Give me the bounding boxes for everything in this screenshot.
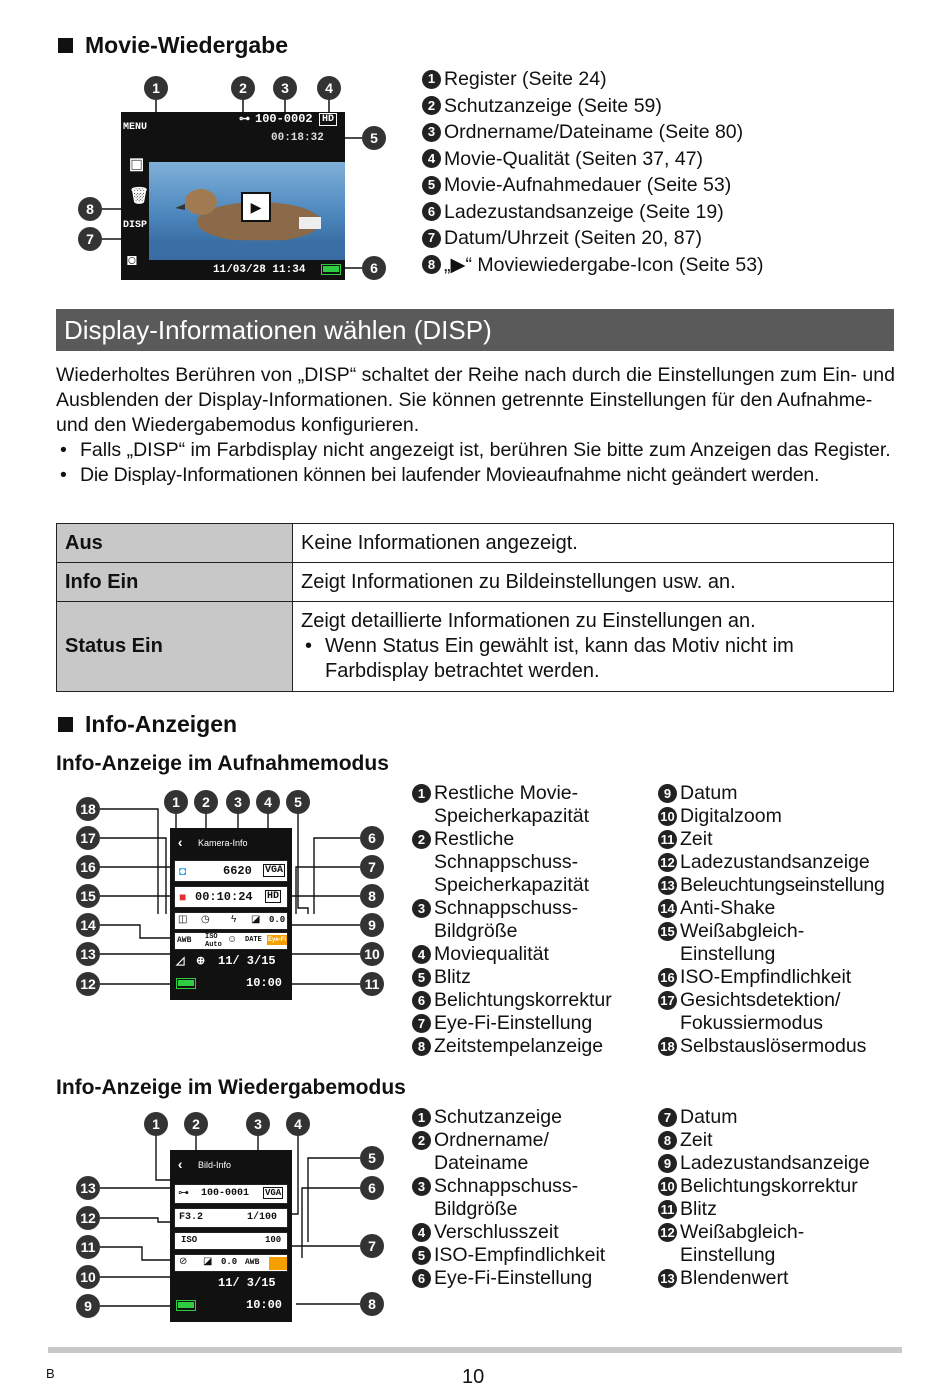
legend-item bbox=[412, 966, 652, 989]
callout-1: 1 bbox=[144, 1112, 168, 1136]
legend-number: 4 bbox=[422, 149, 441, 168]
self-timer-icon: ◷ bbox=[201, 914, 210, 925]
callout-14: 14 bbox=[76, 913, 100, 937]
info-heading-text: Info-Anzeigen bbox=[85, 711, 238, 737]
zoom-icon: ⊕ bbox=[196, 956, 206, 968]
key-icon: ⊶ bbox=[178, 1187, 189, 1199]
legend-text: Movie-Aufnahmedauer (Seite 53) bbox=[444, 174, 732, 196]
legend-text: Schnappschuss- Bildgröße bbox=[434, 1175, 579, 1220]
callout-4: 4 bbox=[256, 790, 280, 814]
legend-number: 1 bbox=[422, 70, 441, 89]
movie-camera-icon: ■ bbox=[179, 890, 187, 904]
legend-text: Blendenwert bbox=[680, 1267, 789, 1289]
legend-text: Schutzanzeige (Seite 59) bbox=[444, 94, 662, 117]
table-key: Aus bbox=[57, 524, 293, 563]
folder-file-name: 100-0001 bbox=[201, 1188, 250, 1199]
aperture-value: F3.2 bbox=[179, 1212, 204, 1223]
legend-item bbox=[658, 851, 898, 874]
legend-number: 6 bbox=[422, 202, 441, 221]
legend-number: 10 bbox=[658, 1177, 677, 1196]
table-value-cell bbox=[293, 602, 894, 692]
callout-11: 11 bbox=[360, 972, 384, 996]
legend-text: Datum/Uhrzeit (Seiten 20, 87) bbox=[444, 227, 702, 249]
legend-text: Ordnername/Dateiname (Seite 80) bbox=[444, 121, 744, 143]
eyefi-badge: Eye-Fi bbox=[268, 937, 287, 943]
anti-shake-icon: ◫ bbox=[178, 914, 188, 925]
callout-5: 5 bbox=[362, 126, 386, 150]
legend-item bbox=[412, 1175, 652, 1221]
legend-number: 7 bbox=[412, 1014, 431, 1033]
settings-row bbox=[174, 1254, 288, 1272]
record-legend-col2 bbox=[658, 782, 898, 1058]
movie-play-icon[interactable]: ▶ bbox=[241, 192, 271, 222]
legend-text: Verschlusszeit bbox=[434, 1221, 559, 1243]
legend-text: Schutzanzeige bbox=[434, 1106, 562, 1128]
record-screen-figure bbox=[76, 788, 396, 1003]
callout-6: 6 bbox=[360, 826, 384, 850]
iso-setting: ISO Auto bbox=[205, 933, 222, 949]
legend-item bbox=[412, 897, 652, 943]
callout-9: 9 bbox=[360, 913, 384, 937]
legend-number: 8 bbox=[412, 1037, 431, 1056]
table-row bbox=[57, 563, 894, 602]
legend-item bbox=[658, 1198, 898, 1221]
legend-text: Weißabgleich- Einstellung bbox=[680, 920, 805, 965]
legend-text: Ladezustandsanzeige bbox=[680, 851, 870, 873]
slideshow-icon[interactable]: ▣ bbox=[129, 156, 145, 174]
table-key: Status Ein bbox=[57, 602, 293, 692]
table-row bbox=[57, 524, 894, 563]
legend-text: Ladezustandsanzeige bbox=[680, 1152, 870, 1174]
legend-text: Anti-Shake bbox=[680, 897, 776, 919]
legend-item bbox=[658, 1221, 898, 1267]
legend-number: 13 bbox=[658, 876, 677, 895]
key-icon: ⊶ bbox=[239, 114, 250, 126]
playback-subheading: Info-Anzeige im Wiedergabemodus bbox=[56, 1076, 406, 1099]
legend-number: 13 bbox=[658, 1269, 677, 1288]
iso-value: 100 bbox=[265, 1235, 282, 1245]
legend-number: 7 bbox=[658, 1108, 677, 1127]
disp-tab[interactable]: DISP bbox=[122, 220, 147, 231]
legend-item bbox=[422, 172, 764, 199]
back-arrow-icon[interactable]: ‹ bbox=[176, 1158, 185, 1174]
legend-item bbox=[412, 1221, 652, 1244]
callout-12: 12 bbox=[76, 1206, 100, 1230]
legend-item bbox=[422, 225, 764, 252]
legend-item bbox=[658, 828, 898, 851]
legend-text: „▶“ Moviewiedergabe-Icon (Seite 53) bbox=[444, 253, 764, 276]
legend-item bbox=[658, 966, 898, 989]
legend-text: Ordnername/ Dateiname bbox=[434, 1129, 549, 1174]
legend-text: Blitz bbox=[434, 966, 471, 988]
legend-number: 9 bbox=[658, 784, 677, 803]
callout-10: 10 bbox=[360, 942, 384, 966]
eyefi-badge bbox=[269, 1257, 287, 1270]
ev-icon: ◪ bbox=[203, 1256, 213, 1267]
legend-item bbox=[658, 805, 898, 828]
footer-left-mark: B bbox=[46, 1366, 55, 1381]
bullet-dot: • bbox=[305, 635, 313, 657]
time: 10:00 bbox=[246, 1298, 283, 1312]
callout-1: 1 bbox=[164, 790, 188, 814]
bullet-dot: • bbox=[60, 464, 67, 486]
callout-6: 6 bbox=[362, 256, 386, 280]
legend-number: 15 bbox=[658, 922, 677, 941]
legend-text: Restliche Movie- Speicherkapazität bbox=[434, 782, 590, 827]
legend-number: 8 bbox=[658, 1131, 677, 1150]
legend-item bbox=[658, 782, 898, 805]
flash-off-icon: ⊘ bbox=[179, 1256, 188, 1267]
legend-item bbox=[422, 119, 764, 146]
legend-number: 16 bbox=[658, 968, 677, 987]
movie-row bbox=[174, 886, 288, 908]
legend-text: ISO-Empfindlichkeit bbox=[434, 1244, 606, 1266]
callout-8: 8 bbox=[78, 197, 102, 221]
section-banner bbox=[56, 309, 894, 351]
camera-icon: ◘ bbox=[179, 864, 187, 878]
legend-number: 12 bbox=[658, 1223, 677, 1242]
footer-rule bbox=[48, 1347, 902, 1353]
back-arrow-icon[interactable]: ‹ bbox=[176, 836, 185, 852]
battery-icon bbox=[176, 978, 196, 989]
trash-icon[interactable]: 🗑 bbox=[129, 188, 150, 206]
intro-paragraph: Wiederholtes Berühren von „DISP“ schaltet der Reihe nach durch die Einstellungen zum Ein- und Ausblenden der Display-Informationen. Sie können getrennte Einstellungen für den Aufnahme- und den Wiedergabemodus konfigurieren. bbox=[56, 364, 895, 436]
battery-icon bbox=[321, 264, 341, 275]
legend-number: 5 bbox=[412, 968, 431, 987]
callout-7: 7 bbox=[360, 855, 384, 879]
callout-8: 8 bbox=[360, 884, 384, 908]
square-bullet-icon bbox=[58, 717, 73, 732]
callout-3: 3 bbox=[246, 1112, 270, 1136]
table-value: Keine Informationen angezeigt. bbox=[293, 524, 894, 563]
folder-file-name: 100-0002 bbox=[255, 112, 313, 126]
legend-number: 9 bbox=[658, 1154, 677, 1173]
note-text: Wenn Status Ein gewählt ist, kann das Motiv nicht im Farbdisplay betrachtet werden. bbox=[325, 635, 794, 682]
lighting-icon: ◿ bbox=[176, 956, 185, 968]
shots-row bbox=[174, 860, 288, 882]
movie-legend bbox=[422, 66, 764, 278]
ev-value: 0.0 bbox=[269, 915, 286, 925]
face-detect-icon: ☺ bbox=[227, 934, 238, 945]
legend-number: 5 bbox=[412, 1246, 431, 1265]
date-stamp: DATE bbox=[245, 936, 262, 944]
legend-number: 11 bbox=[658, 830, 677, 849]
date: 11/ 3/15 bbox=[218, 954, 276, 968]
shutter-speed: 1/100 bbox=[247, 1212, 278, 1223]
image-size: VGA bbox=[265, 865, 284, 876]
legend-text: Schnappschuss- Bildgröße bbox=[434, 897, 579, 942]
legend-item bbox=[412, 782, 652, 828]
ev-icon: ◪ bbox=[251, 914, 261, 925]
legend-text: Register (Seite 24) bbox=[444, 68, 607, 90]
legend-item bbox=[412, 989, 652, 1012]
screen-title: Kamera-Info bbox=[198, 838, 248, 848]
legend-item bbox=[412, 943, 652, 966]
movie-quality-badge: HD bbox=[319, 113, 337, 126]
callout-12: 12 bbox=[76, 972, 100, 996]
disp-options-table bbox=[56, 523, 894, 692]
table-value: Zeigt detaillierte Informationen zu Einstellungen an. bbox=[301, 610, 756, 632]
file-row bbox=[174, 1184, 288, 1204]
callout-2: 2 bbox=[231, 76, 255, 100]
settings-row-2 bbox=[174, 932, 288, 950]
page-number: 10 bbox=[462, 1366, 485, 1388]
banner-title: Display-Informationen wählen (DISP) bbox=[64, 314, 492, 345]
legend-text: Zeit bbox=[680, 1129, 713, 1151]
bullet-text: Falls „DISP“ im Farbdisplay nicht angezeigt ist, berühren Sie bitte zum Anzeigen das Register. bbox=[80, 439, 891, 461]
callout-18: 18 bbox=[76, 797, 100, 821]
legend-number: 3 bbox=[422, 123, 441, 142]
legend-number: 12 bbox=[658, 853, 677, 872]
legend-item bbox=[658, 920, 898, 966]
legend-text: Selbstauslösermodus bbox=[680, 1035, 867, 1057]
legend-item bbox=[412, 1129, 652, 1175]
callout-3: 3 bbox=[226, 790, 250, 814]
movie-screen-figure bbox=[78, 72, 398, 287]
legend-text: Blitz bbox=[680, 1198, 717, 1220]
table-key: Info Ein bbox=[57, 563, 293, 602]
legend-text: ISO-Empfindlichkeit bbox=[680, 966, 852, 988]
callout-6: 6 bbox=[360, 1176, 384, 1200]
playback-legend-col1 bbox=[412, 1106, 652, 1290]
time: 10:00 bbox=[246, 976, 283, 990]
callout-9: 9 bbox=[76, 1294, 100, 1318]
legend-item bbox=[658, 874, 898, 897]
camera-mode-icon[interactable]: ◙ bbox=[127, 252, 137, 270]
legend-number: 17 bbox=[658, 991, 677, 1010]
legend-text: Beleuchtungseinstellung bbox=[680, 874, 885, 896]
legend-item bbox=[412, 1244, 652, 1267]
callout-3: 3 bbox=[273, 76, 297, 100]
legend-text: Belichtungskorrektur bbox=[680, 1175, 858, 1197]
callout-4: 4 bbox=[317, 76, 341, 100]
square-bullet-icon bbox=[58, 38, 73, 53]
legend-text: Digitalzoom bbox=[680, 805, 782, 827]
callout-5: 5 bbox=[360, 1146, 384, 1170]
table-note bbox=[301, 634, 885, 684]
legend-item bbox=[658, 1152, 898, 1175]
legend-number: 10 bbox=[658, 807, 677, 826]
white-balance: AWB bbox=[177, 936, 192, 945]
callout-10: 10 bbox=[76, 1265, 100, 1289]
callout-15: 15 bbox=[76, 884, 100, 908]
movie-duration: 00:18:32 bbox=[271, 132, 324, 144]
record-lcd bbox=[170, 828, 292, 1000]
callout-17: 17 bbox=[76, 826, 100, 850]
legend-item bbox=[422, 146, 764, 173]
legend-item bbox=[658, 1129, 898, 1152]
legend-text: Ladezustandsanzeige (Seite 19) bbox=[444, 200, 724, 223]
legend-item bbox=[412, 1106, 652, 1129]
legend-text: Weißabgleich- Einstellung bbox=[680, 1221, 805, 1266]
white-balance: AWB bbox=[245, 1258, 260, 1267]
legend-number: 4 bbox=[412, 1223, 431, 1242]
legend-item bbox=[412, 828, 652, 897]
movie-quality: HD bbox=[267, 891, 280, 902]
callout-7: 7 bbox=[78, 227, 102, 251]
callout-4: 4 bbox=[286, 1112, 310, 1136]
callout-2: 2 bbox=[184, 1112, 208, 1136]
legend-number: 8 bbox=[422, 255, 441, 274]
record-legend-col1 bbox=[412, 782, 652, 1058]
legend-number: 2 bbox=[412, 830, 431, 849]
callout-1: 1 bbox=[144, 76, 168, 100]
legend-number: 3 bbox=[412, 1177, 431, 1196]
playback-legend-col2 bbox=[658, 1106, 898, 1290]
legend-item bbox=[422, 66, 764, 93]
record-subheading: Info-Anzeige im Aufnahmemodus bbox=[56, 752, 389, 775]
legend-text: Movie-Qualität (Seiten 37, 47) bbox=[444, 147, 704, 170]
legend-item bbox=[658, 989, 898, 1035]
legend-item bbox=[412, 1012, 652, 1035]
legend-number: 1 bbox=[412, 784, 431, 803]
legend-text: Zeitstempelanzeige bbox=[434, 1035, 604, 1057]
legend-item bbox=[422, 252, 764, 279]
legend-item bbox=[658, 1106, 898, 1129]
legend-number: 2 bbox=[422, 96, 441, 115]
legend-item bbox=[422, 93, 764, 120]
legend-text: Eye-Fi-Einstellung bbox=[434, 1012, 593, 1034]
bullet-item bbox=[56, 463, 896, 488]
legend-number: 3 bbox=[412, 899, 431, 918]
legend-number: 7 bbox=[422, 229, 441, 248]
callout-5: 5 bbox=[286, 790, 310, 814]
bullet-text: Die Display-Informationen können bei laufender Movieaufnahme nicht geändert werden. bbox=[80, 464, 820, 486]
movie-lcd bbox=[121, 112, 345, 280]
callout-8: 8 bbox=[360, 1292, 384, 1316]
legend-item bbox=[658, 897, 898, 920]
info-heading bbox=[58, 711, 237, 738]
table-value: Zeigt Informationen zu Bildeinstellungen usw. an. bbox=[293, 563, 894, 602]
ev-value: 0.0 bbox=[221, 1257, 238, 1267]
flash-icon: ϟ bbox=[231, 914, 237, 925]
legend-number: 14 bbox=[658, 899, 677, 918]
screen-title: Bild-Info bbox=[198, 1160, 232, 1170]
legend-item bbox=[658, 1035, 898, 1058]
legend-number: 18 bbox=[658, 1037, 677, 1056]
legend-item bbox=[658, 1267, 898, 1290]
table-row bbox=[57, 602, 894, 692]
playback-screen-figure bbox=[76, 1110, 396, 1325]
bullet-item bbox=[56, 438, 896, 463]
legend-text: Moviequalität bbox=[434, 943, 549, 965]
settings-row-1 bbox=[174, 912, 288, 930]
legend-text: Gesichtsdetektion/ Fokussiermodus bbox=[680, 989, 841, 1034]
legend-item bbox=[412, 1035, 652, 1058]
battery-icon bbox=[176, 1300, 196, 1311]
legend-number: 4 bbox=[412, 945, 431, 964]
legend-number: 6 bbox=[412, 991, 431, 1010]
image-size: VGA bbox=[265, 1188, 282, 1198]
legend-text: Datum bbox=[680, 782, 738, 804]
callout-13: 13 bbox=[76, 942, 100, 966]
iso-row bbox=[174, 1232, 288, 1250]
legend-item bbox=[658, 1175, 898, 1198]
legend-text: Zeit bbox=[680, 828, 713, 850]
bullet-dot: • bbox=[60, 439, 67, 461]
menu-tab[interactable]: MENU bbox=[122, 122, 147, 133]
movie-heading bbox=[58, 32, 288, 59]
legend-text: Restliche Schnappschuss- Speicherkapazität bbox=[434, 828, 590, 896]
callout-7: 7 bbox=[360, 1234, 384, 1258]
legend-number: 2 bbox=[412, 1131, 431, 1150]
remaining-movie-time: 00:10:24 bbox=[195, 890, 253, 904]
legend-item bbox=[422, 199, 764, 226]
legend-number: 6 bbox=[412, 1269, 431, 1288]
legend-text: Eye-Fi-Einstellung bbox=[434, 1267, 593, 1289]
remaining-shots: 6620 bbox=[223, 864, 252, 878]
movie-heading-text: Movie-Wiedergabe bbox=[85, 32, 289, 58]
legend-number: 5 bbox=[422, 176, 441, 195]
disp-intro bbox=[56, 363, 896, 488]
legend-item bbox=[412, 1267, 652, 1290]
playback-lcd bbox=[170, 1150, 292, 1322]
legend-text: Datum bbox=[680, 1106, 738, 1128]
date-time: 11/03/28 11:34 bbox=[213, 264, 306, 276]
callout-2: 2 bbox=[194, 790, 218, 814]
date: 11/ 3/15 bbox=[218, 1276, 276, 1290]
iso-label: ISO bbox=[181, 1235, 198, 1245]
legend-number: 11 bbox=[658, 1200, 677, 1219]
callout-11: 11 bbox=[76, 1235, 100, 1259]
callout-16: 16 bbox=[76, 855, 100, 879]
legend-number: 1 bbox=[412, 1108, 431, 1127]
legend-text: Belichtungskorrektur bbox=[434, 989, 612, 1011]
exposure-row bbox=[174, 1208, 288, 1228]
callout-13: 13 bbox=[76, 1176, 100, 1200]
